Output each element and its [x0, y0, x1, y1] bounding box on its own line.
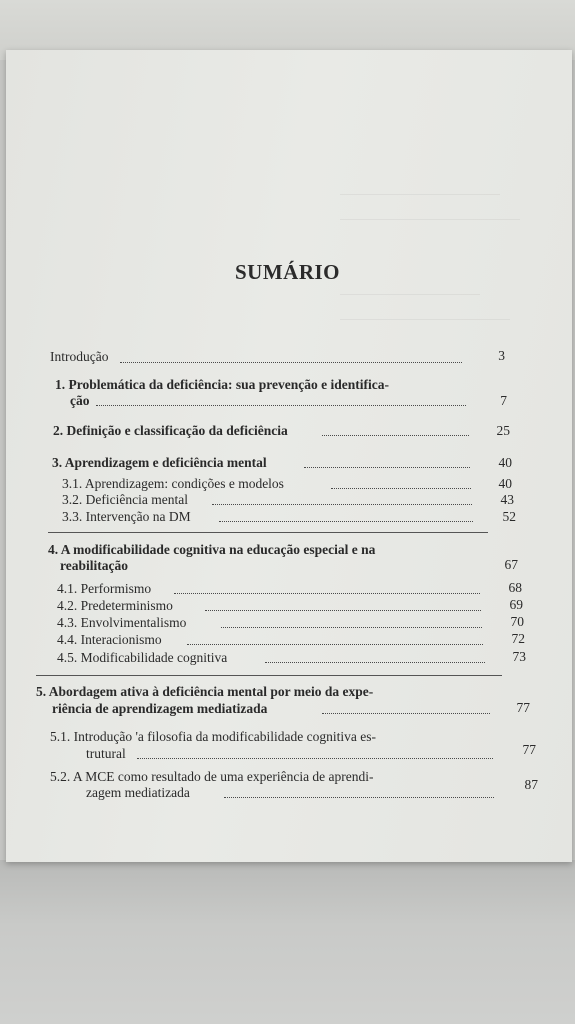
- toc-chapter-3: [52, 454, 267, 471]
- leader-dots: [265, 660, 485, 663]
- toc-page-number: 69: [509, 597, 523, 612]
- toc-entry-label: 5.1. Introdução 'a filosofia da modificabilidade cognitiva es-: [50, 729, 376, 744]
- divider: [36, 675, 502, 676]
- toc-page-number: 70: [510, 614, 524, 629]
- toc-chapter-2: [53, 422, 288, 439]
- leader-dots: [205, 608, 481, 611]
- toc-entry-label: 3.1. Aprendizagem: condições e modelos: [62, 476, 284, 491]
- toc-section-5-1-cont: [86, 745, 126, 762]
- leader-dots: [219, 519, 473, 522]
- toc-entry-label: trutural: [86, 746, 126, 761]
- toc-page-number: 43: [500, 492, 514, 507]
- toc-page-number: 77: [516, 700, 530, 715]
- leader-dots: [331, 486, 471, 489]
- toc-entry-label: Introdução: [50, 349, 109, 364]
- toc-page-number: 68: [508, 580, 522, 595]
- toc-page-number: 7: [500, 393, 507, 408]
- toc-entry-label: 5. Abordagem ativa à deficiência mental por meio da expe-: [36, 684, 374, 699]
- toc-section-4-2: [57, 597, 173, 614]
- toc-page-number: 67: [504, 557, 518, 572]
- toc-entry-label: 4.5. Modificabilidade cognitiva: [57, 650, 228, 665]
- toc-section-5-2-cont: [86, 784, 190, 801]
- table-surface: [0, 860, 575, 1024]
- toc-intro: [50, 348, 108, 365]
- leader-dots: [221, 625, 482, 628]
- toc-page-number: 40: [498, 476, 512, 491]
- leader-dots: [304, 465, 470, 468]
- toc-chapter-1: [55, 376, 389, 393]
- toc-section-4-1: [57, 580, 151, 597]
- toc-section-3-3: [62, 508, 191, 525]
- toc-section-3-2: [62, 491, 188, 508]
- toc-entry-label: 5.2. A MCE como resultado de uma experiência de aprendi-: [50, 769, 374, 784]
- toc-entry-label: 4.2. Predeterminismo: [57, 598, 173, 613]
- toc-page-number: 87: [524, 777, 538, 792]
- leader-dots: [322, 433, 469, 436]
- toc-entry-label: reabilitação: [60, 558, 128, 573]
- toc-entry-label: 3. Aprendizagem e deficiência mental: [52, 455, 267, 470]
- page-title: SUMÁRIO: [234, 260, 340, 284]
- toc-chapter-1-cont: [70, 392, 90, 409]
- toc-entry-label: 4. A modificabilidade cognitiva na educação especial e na: [48, 542, 376, 557]
- leader-dots: [96, 403, 466, 406]
- leader-dots: [224, 795, 494, 798]
- toc-section-3-1: [62, 475, 284, 492]
- toc-section-4-3: [57, 614, 186, 631]
- toc-page-number: 25: [496, 423, 510, 438]
- toc-section-4-4: [57, 631, 162, 648]
- toc-entry-label: ção: [70, 393, 90, 408]
- leader-dots: [187, 642, 483, 645]
- toc-section-5-2: [50, 768, 374, 785]
- divider: [48, 532, 488, 533]
- toc-chapter-4-cont: [60, 557, 128, 574]
- toc-chapter-4: [48, 541, 375, 558]
- leader-dots: [174, 591, 480, 594]
- toc-section-4-5: [57, 649, 227, 666]
- show-through-text: [340, 140, 540, 340]
- toc-page-number: 77: [522, 742, 536, 757]
- toc-page-number: 40: [498, 455, 512, 470]
- toc-entry-label: 2. Definição e classificação da deficiência: [53, 423, 288, 438]
- toc-entry-label: 4.3. Envolvimentalismo: [57, 615, 187, 630]
- toc-entry-label: zagem mediatizada: [86, 785, 190, 800]
- toc-page-number: 52: [502, 509, 516, 524]
- leader-dots: [322, 711, 490, 714]
- toc-entry-label: riência de aprendizagem mediatizada: [52, 701, 268, 716]
- toc-page-number: 72: [511, 631, 525, 646]
- toc-page-number: 73: [512, 649, 526, 664]
- toc-entry-label: 3.2. Deficiência mental: [62, 492, 188, 507]
- toc-chapter-5-cont: [52, 700, 267, 717]
- toc-entry-label: 3.3. Intervenção na DM: [62, 509, 191, 524]
- toc-entry-label: 4.1. Performismo: [57, 581, 152, 596]
- leader-dots: [212, 502, 472, 505]
- toc-page-number: 3: [498, 348, 505, 363]
- leader-dots: [137, 756, 493, 759]
- toc-chapter-5: [36, 683, 373, 700]
- toc-section-5-1: [50, 728, 376, 745]
- toc-entry-label: 4.4. Interacionismo: [57, 632, 162, 647]
- leader-dots: [120, 360, 462, 363]
- toc-entry-label: 1. Problemática da deficiência: sua prevenção e identifica-: [55, 377, 389, 392]
